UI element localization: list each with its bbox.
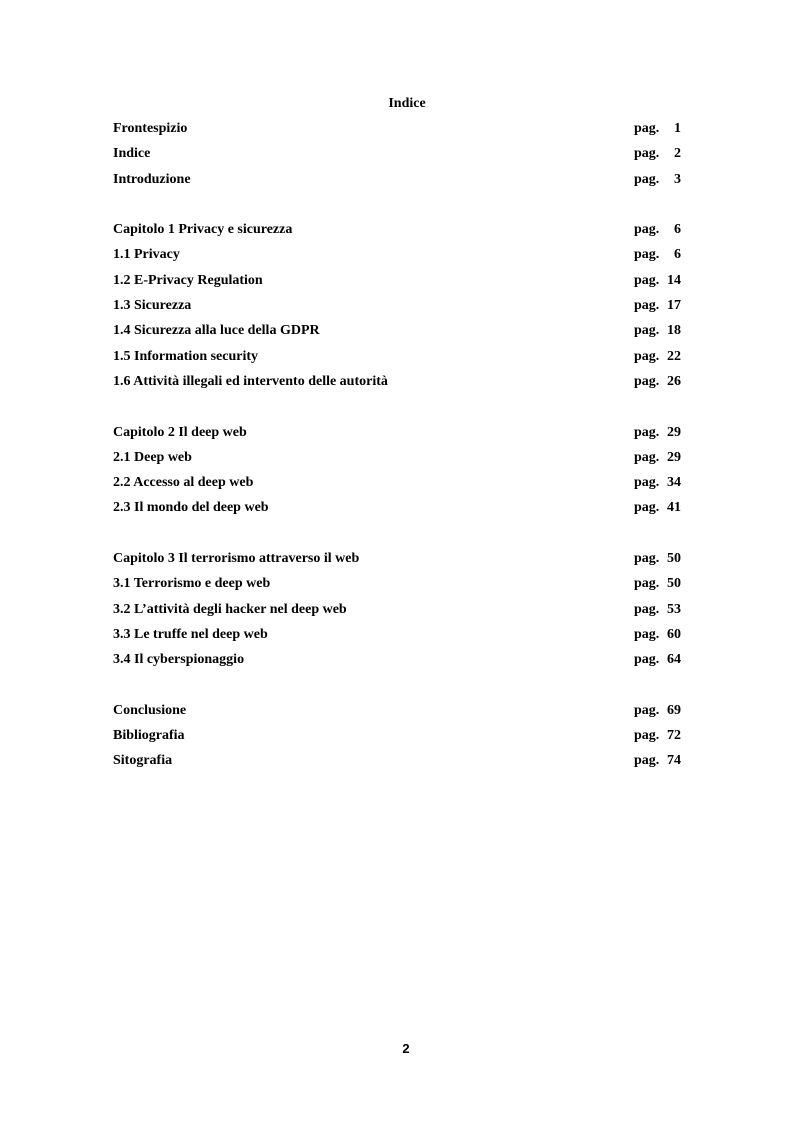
- toc-entry-1-5[interactable]: [113, 348, 681, 366]
- toc-page-number: 14: [667, 273, 681, 288]
- toc-pag-label: pag.: [634, 121, 660, 136]
- toc-pag-label: pag.: [634, 652, 660, 667]
- toc-entry-label: Conclusione: [113, 703, 187, 718]
- toc-entry-2-1[interactable]: [113, 449, 681, 467]
- toc-pag-label: pag.: [634, 753, 660, 768]
- toc-entry-1-2[interactable]: [113, 272, 681, 290]
- toc-entry-capitolo-2[interactable]: [113, 424, 681, 442]
- toc-entry-label: 1.2 E-Privacy Regulation: [113, 273, 263, 288]
- toc-page-number: 26: [667, 374, 681, 389]
- toc-pag-label: pag.: [634, 627, 660, 642]
- toc-page-number: 17: [667, 298, 681, 313]
- toc-pag-label: pag.: [634, 602, 660, 617]
- toc-entry-2-3[interactable]: [113, 499, 681, 517]
- toc-entry-label: Bibliografia: [113, 728, 185, 743]
- toc-entry-3-3[interactable]: [113, 626, 681, 644]
- toc-page-number: 64: [667, 652, 681, 667]
- toc-page-number: 60: [667, 627, 681, 642]
- toc-page-number: 1: [674, 121, 681, 136]
- toc-entry-label: 3.2 L’attività degli hacker nel deep web: [113, 602, 347, 617]
- toc-pag-label: pag.: [634, 172, 660, 187]
- toc-entry-introduzione[interactable]: [113, 171, 681, 189]
- toc-entry-label: 2.3 Il mondo del deep web: [113, 500, 269, 515]
- toc-page-number: 22: [667, 349, 681, 364]
- toc-entry-label: 2.1 Deep web: [113, 450, 192, 465]
- toc-pag-label: pag.: [634, 247, 660, 262]
- toc-entry-label: Sitografia: [113, 753, 173, 768]
- toc-entry-1-4[interactable]: [113, 322, 681, 340]
- toc-pag-label: pag.: [634, 222, 660, 237]
- toc-pag-label: pag.: [634, 576, 660, 591]
- toc-page-number: 50: [667, 551, 681, 566]
- toc-entry-indice[interactable]: [113, 145, 681, 163]
- toc-entry-label: Capitolo 2 Il deep web: [113, 425, 247, 440]
- toc-entry-label: Frontespizio: [113, 121, 188, 136]
- toc-pag-label: pag.: [634, 450, 660, 465]
- toc-entry-capitolo-1[interactable]: [113, 221, 681, 239]
- toc-page-number: 29: [667, 450, 681, 465]
- page-title: Indice: [388, 96, 426, 111]
- toc-pag-label: pag.: [634, 728, 660, 743]
- toc-pag-label: pag.: [634, 551, 660, 566]
- toc-entry-label: 1.5 Information security: [113, 349, 259, 364]
- toc-entry-label: Capitolo 1 Privacy e sicurezza: [113, 222, 293, 237]
- toc-pag-label: pag.: [634, 703, 660, 718]
- toc-entry-label: 3.4 Il cyberspionaggio: [113, 652, 245, 667]
- toc-entry-label: 3.3 Le truffe nel deep web: [113, 627, 268, 642]
- toc-page-number: 6: [674, 222, 681, 237]
- toc-page-number: 6: [674, 247, 681, 262]
- toc-page-number: 69: [667, 703, 681, 718]
- toc-page-number: 3: [674, 172, 681, 187]
- toc-entry-3-2[interactable]: [113, 601, 681, 619]
- toc-entry-label: 2.2 Accesso al deep web: [113, 475, 254, 490]
- toc-page-number: 50: [667, 576, 681, 591]
- toc-pag-label: pag.: [634, 374, 660, 389]
- toc-entry-sitografia[interactable]: [113, 752, 681, 770]
- toc-entry-conclusione[interactable]: [113, 702, 681, 720]
- toc-entry-1-1[interactable]: [113, 246, 681, 264]
- toc-page-number: 53: [667, 602, 681, 617]
- toc-entry-label: Introduzione: [113, 172, 191, 187]
- toc-entry-label: Capitolo 3 Il terrorismo attraverso il web: [113, 551, 360, 566]
- toc-entry-label: 1.4 Sicurezza alla luce della GDPR: [113, 323, 320, 338]
- toc-entry-1-3[interactable]: [113, 297, 681, 315]
- toc-page-number: 34: [667, 475, 681, 490]
- toc-entry-label: 1.6 Attività illegali ed intervento delle autorità: [113, 374, 388, 389]
- toc-entry-label: 1.3 Sicurezza: [113, 298, 192, 313]
- toc-pag-label: pag.: [634, 425, 660, 440]
- toc-entry-1-6[interactable]: [113, 373, 681, 391]
- toc-page-number: 2: [674, 146, 681, 161]
- toc-page-number: 29: [667, 425, 681, 440]
- toc-entry-capitolo-3[interactable]: [113, 550, 681, 568]
- toc-entry-label: Indice: [113, 146, 151, 161]
- page-number: 2: [402, 1041, 410, 1056]
- toc-entry-frontespizio[interactable]: [113, 120, 681, 138]
- toc-pag-label: pag.: [634, 323, 660, 338]
- toc-entry-label: 3.1 Terrorismo e deep web: [113, 576, 271, 591]
- toc-pag-label: pag.: [634, 298, 660, 313]
- toc-entry-bibliografia[interactable]: [113, 727, 681, 745]
- toc-page-number: 72: [667, 728, 681, 743]
- toc-entry-3-4[interactable]: [113, 651, 681, 669]
- toc-page-number: 41: [667, 500, 681, 515]
- toc-entry-2-2[interactable]: [113, 474, 681, 492]
- toc-pag-label: pag.: [634, 475, 660, 490]
- toc-pag-label: pag.: [634, 273, 660, 288]
- toc-pag-label: pag.: [634, 146, 660, 161]
- toc-pag-label: pag.: [634, 349, 660, 364]
- toc-pag-label: pag.: [634, 500, 660, 515]
- toc-page-number: 18: [667, 323, 681, 338]
- toc-page-number: 74: [667, 753, 681, 768]
- toc-entry-label: 1.1 Privacy: [113, 247, 180, 262]
- toc-entry-3-1[interactable]: [113, 575, 681, 593]
